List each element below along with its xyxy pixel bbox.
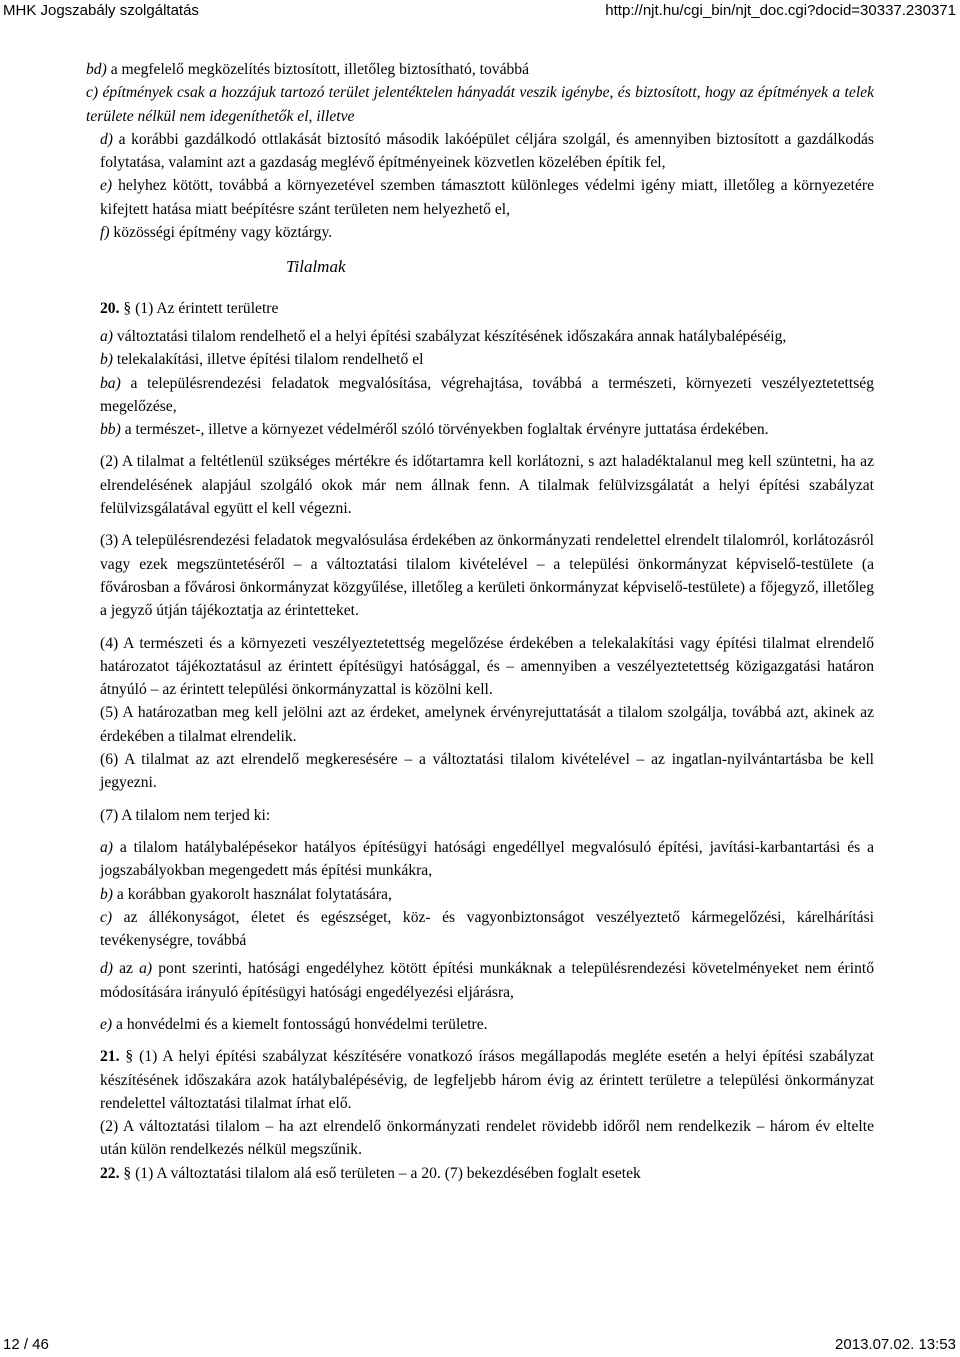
spacer (86, 1004, 874, 1013)
item-mark: f) (100, 224, 110, 242)
item-mark: c) (100, 908, 113, 926)
paragraph (86, 836, 874, 883)
item-text: telekalakítási, illetve építési tilalom rendelhető el (113, 351, 424, 369)
spacer (86, 827, 874, 836)
paragraph (86, 372, 874, 419)
spacer (86, 244, 874, 253)
paragraph: (3) A településrendezési feladatok megvalósulása érdekében az önkormányzati rendelettel elrendelt tilalomról, korlátozásról vagy ezek megszüntetéséről – a változtatási tilalom kivételével – a települési önkormányzat képviselő-testülete (a fővárosban a fővárosi önkormányzat közgyűlése, illetőleg a kerületi önkormányzat képviselő-testülete) a főjegyző, illetőleg a jegyző útján tájékoztatja az érintetteket. (100, 532, 874, 620)
section-number: 22. (100, 1164, 120, 1182)
item-mark: bb) (100, 421, 121, 439)
item-mark: bd) (86, 61, 107, 78)
section-22-paragraph-1 (86, 1162, 874, 1185)
item-mark: b) (100, 885, 113, 903)
section-heading: Tilalmak (286, 257, 346, 277)
paragraph: (4) A természeti és a környezeti veszélyeztetettség megelőzése érdekében a telekalakítási vagy építési tilalmat elrendelő határozatot tájékoztatásul az érintett építésügyi hatósággal, és – amennyiben a veszélyeztetettség közigazgatási határon átnyúló – az érintett települési önkormányzattal is közölni kell. (100, 634, 874, 699)
document-body (86, 58, 874, 1185)
item-text: pont szerinti, hatósági engedélyhez kötött építési munkáknak a településrendezési követelményeket nem érintő módosítására irányuló építésügyi hatósági engedélyezési eljárásra, (100, 960, 874, 1001)
spacer (86, 441, 874, 450)
page-header (0, 0, 960, 22)
paragraph: (2) A tilalmat a feltétlenül szükséges mértékre és időtartamra kell korlátozni, s azt haladéktalanul meg kell szüntetni, ha az elrendelésének alapjául szolgáló okok már nem állnak fenn. A tilalmak felülvizsgálatát a helyi építési szabályzat felülvizsgálatával együtt el kell végezni. (100, 453, 874, 518)
item-mark: e) (100, 177, 113, 195)
item-text: a tilalom hatálybalépésekor hatályos építésügyi hatósági engedéllyel megvalósuló építési, javítási-karbantartási és a jogszabályokban megengedett más építési munkákra, (100, 838, 874, 880)
paragraph (86, 325, 874, 348)
item-mark: e) (100, 1015, 113, 1033)
item-text: a településrendezési feladatok megvalósítása, végrehajtása, továbbá a természeti, környezeti veszélyeztetettség megelőzése, (100, 374, 874, 415)
header-url[interactable]: http://njt.hu/cgi_bin/njt_doc.cgi?docid=30337.230371 (605, 2, 956, 19)
item-text: a korábban gyakorolt használat folytatására, (113, 885, 392, 903)
item-mark: d) (100, 130, 113, 148)
section-sign: § (123, 1164, 132, 1182)
item-text: a természet-, illetve a környezet védelméről szóló törvényekben foglaltak érvényre juttatása érdekében. (120, 421, 769, 439)
item-text: helyhez kötött, továbbá a környezetével szemben támasztott különleges védelmi igény miatt, illetőleg a környezetére kifejtett hatása miatt beépítésre szánt területen nem helyezhető el, (100, 177, 874, 218)
spacer (86, 795, 874, 804)
item-mark: b) (100, 351, 113, 369)
paragraph-text: (1) A változtatási tilalom alá eső területen – a 20. (7) bekezdésében foglalt esetek (131, 1164, 641, 1182)
paragraph-text: (1) Az érintett területre (131, 299, 279, 317)
paragraph (86, 1013, 874, 1036)
spacer (86, 1036, 874, 1045)
section-sign: § (125, 1048, 134, 1066)
paragraph (86, 418, 874, 441)
paragraph (86, 221, 874, 244)
item-text: az állékonyságot, életet és egészséget, köz- és vagyonbiztonságot veszélyeztető kármegelőzési, kárelhárítási tevékenységre, továbbá (100, 908, 874, 950)
item-text: változtatási tilalom rendelhető el a helyi építési szabályzat készítésének időszakára annak hatálybalépéséig, (113, 327, 787, 345)
paragraph: (2) A változtatási tilalom – ha azt elrendelő önkormányzati rendelet rövidebb időről nem rendelkezik – három év eltelte után külön rendelkezés nélkül megszűnik. (100, 1118, 874, 1159)
item-text: a korábbi gazdálkodó ottlakását biztosító második lakóépület céljára szolgál, és amennyiben biztosított a gazdálkodás folytatása, valamint azt a gazdaság meglévő építményeinek közvetlen közelében építik fel, (100, 130, 874, 172)
section-20-intro (86, 297, 874, 320)
paragraph (86, 348, 874, 371)
paragraph (86, 58, 874, 81)
item-text: építmények csak a hozzájuk tartozó terület jelentéktelen hányadát veszik igénybe, és biztosított, hogy az építmények a telek területe nélkül nem idegeníthetők el, illetve (86, 84, 874, 125)
spacer (86, 623, 874, 632)
paragraph (86, 906, 874, 953)
paragraph (86, 81, 874, 128)
spacer (86, 520, 874, 529)
paragraph-text: (1) A helyi építési szabályzat készítésére vonatkozó írásos megállapodás megléte esetén a helyi építési szabályzat készítésének időszakára azok hatálybalépésévig, de legfeljebb három évig az érintett területre a települési önkormányzat rendelettel változtatási tilalmat írhat elő. (100, 1048, 874, 1112)
header-source: MHK Jogszabály szolgáltatás (3, 2, 199, 19)
section-number: 20. (100, 299, 120, 317)
item-mark: d) (100, 960, 113, 978)
page-number: 12 / 46 (3, 1336, 49, 1353)
item-text: a megfelelő megközelítés biztosított, illetőleg biztosítható, továbbá (106, 61, 530, 78)
page-footer (0, 1336, 960, 1356)
item-mark: a) (100, 327, 113, 345)
item-reference: a) (139, 960, 153, 978)
section-21-paragraph-1 (86, 1045, 874, 1115)
paragraph: (5) A határozatban meg kell jelölni azt az érdeket, amelynek érvényrejuttatását a tilalom szolgálja, továbbá azt, akinek az érdekében a tilalmat elrendelik. (100, 704, 874, 745)
item-mark: c) (86, 84, 99, 102)
section-number: 21. (100, 1048, 120, 1066)
paragraph (86, 174, 874, 221)
section-sign: § (123, 299, 132, 317)
item-mark: a) (100, 838, 113, 856)
paragraph: (7) A tilalom nem terjed ki: (100, 806, 271, 824)
item-text: az (113, 960, 140, 978)
paragraph: (6) A tilalmat az azt elrendelő megkeresésére – a változtatási tilalom kivételével – az ingatlan-nyilvántartásba be kell jegyezni. (100, 751, 874, 792)
paragraph (86, 883, 874, 906)
item-text: közösségi építmény vagy köztárgy. (109, 224, 333, 242)
paragraph (86, 128, 874, 175)
print-datetime: 2013.07.02. 13:53 (835, 1336, 956, 1353)
paragraph (86, 957, 874, 1004)
item-mark: ba) (100, 374, 121, 392)
item-text: a honvédelmi és a kiemelt fontosságú honvédelmi területre. (112, 1015, 488, 1033)
